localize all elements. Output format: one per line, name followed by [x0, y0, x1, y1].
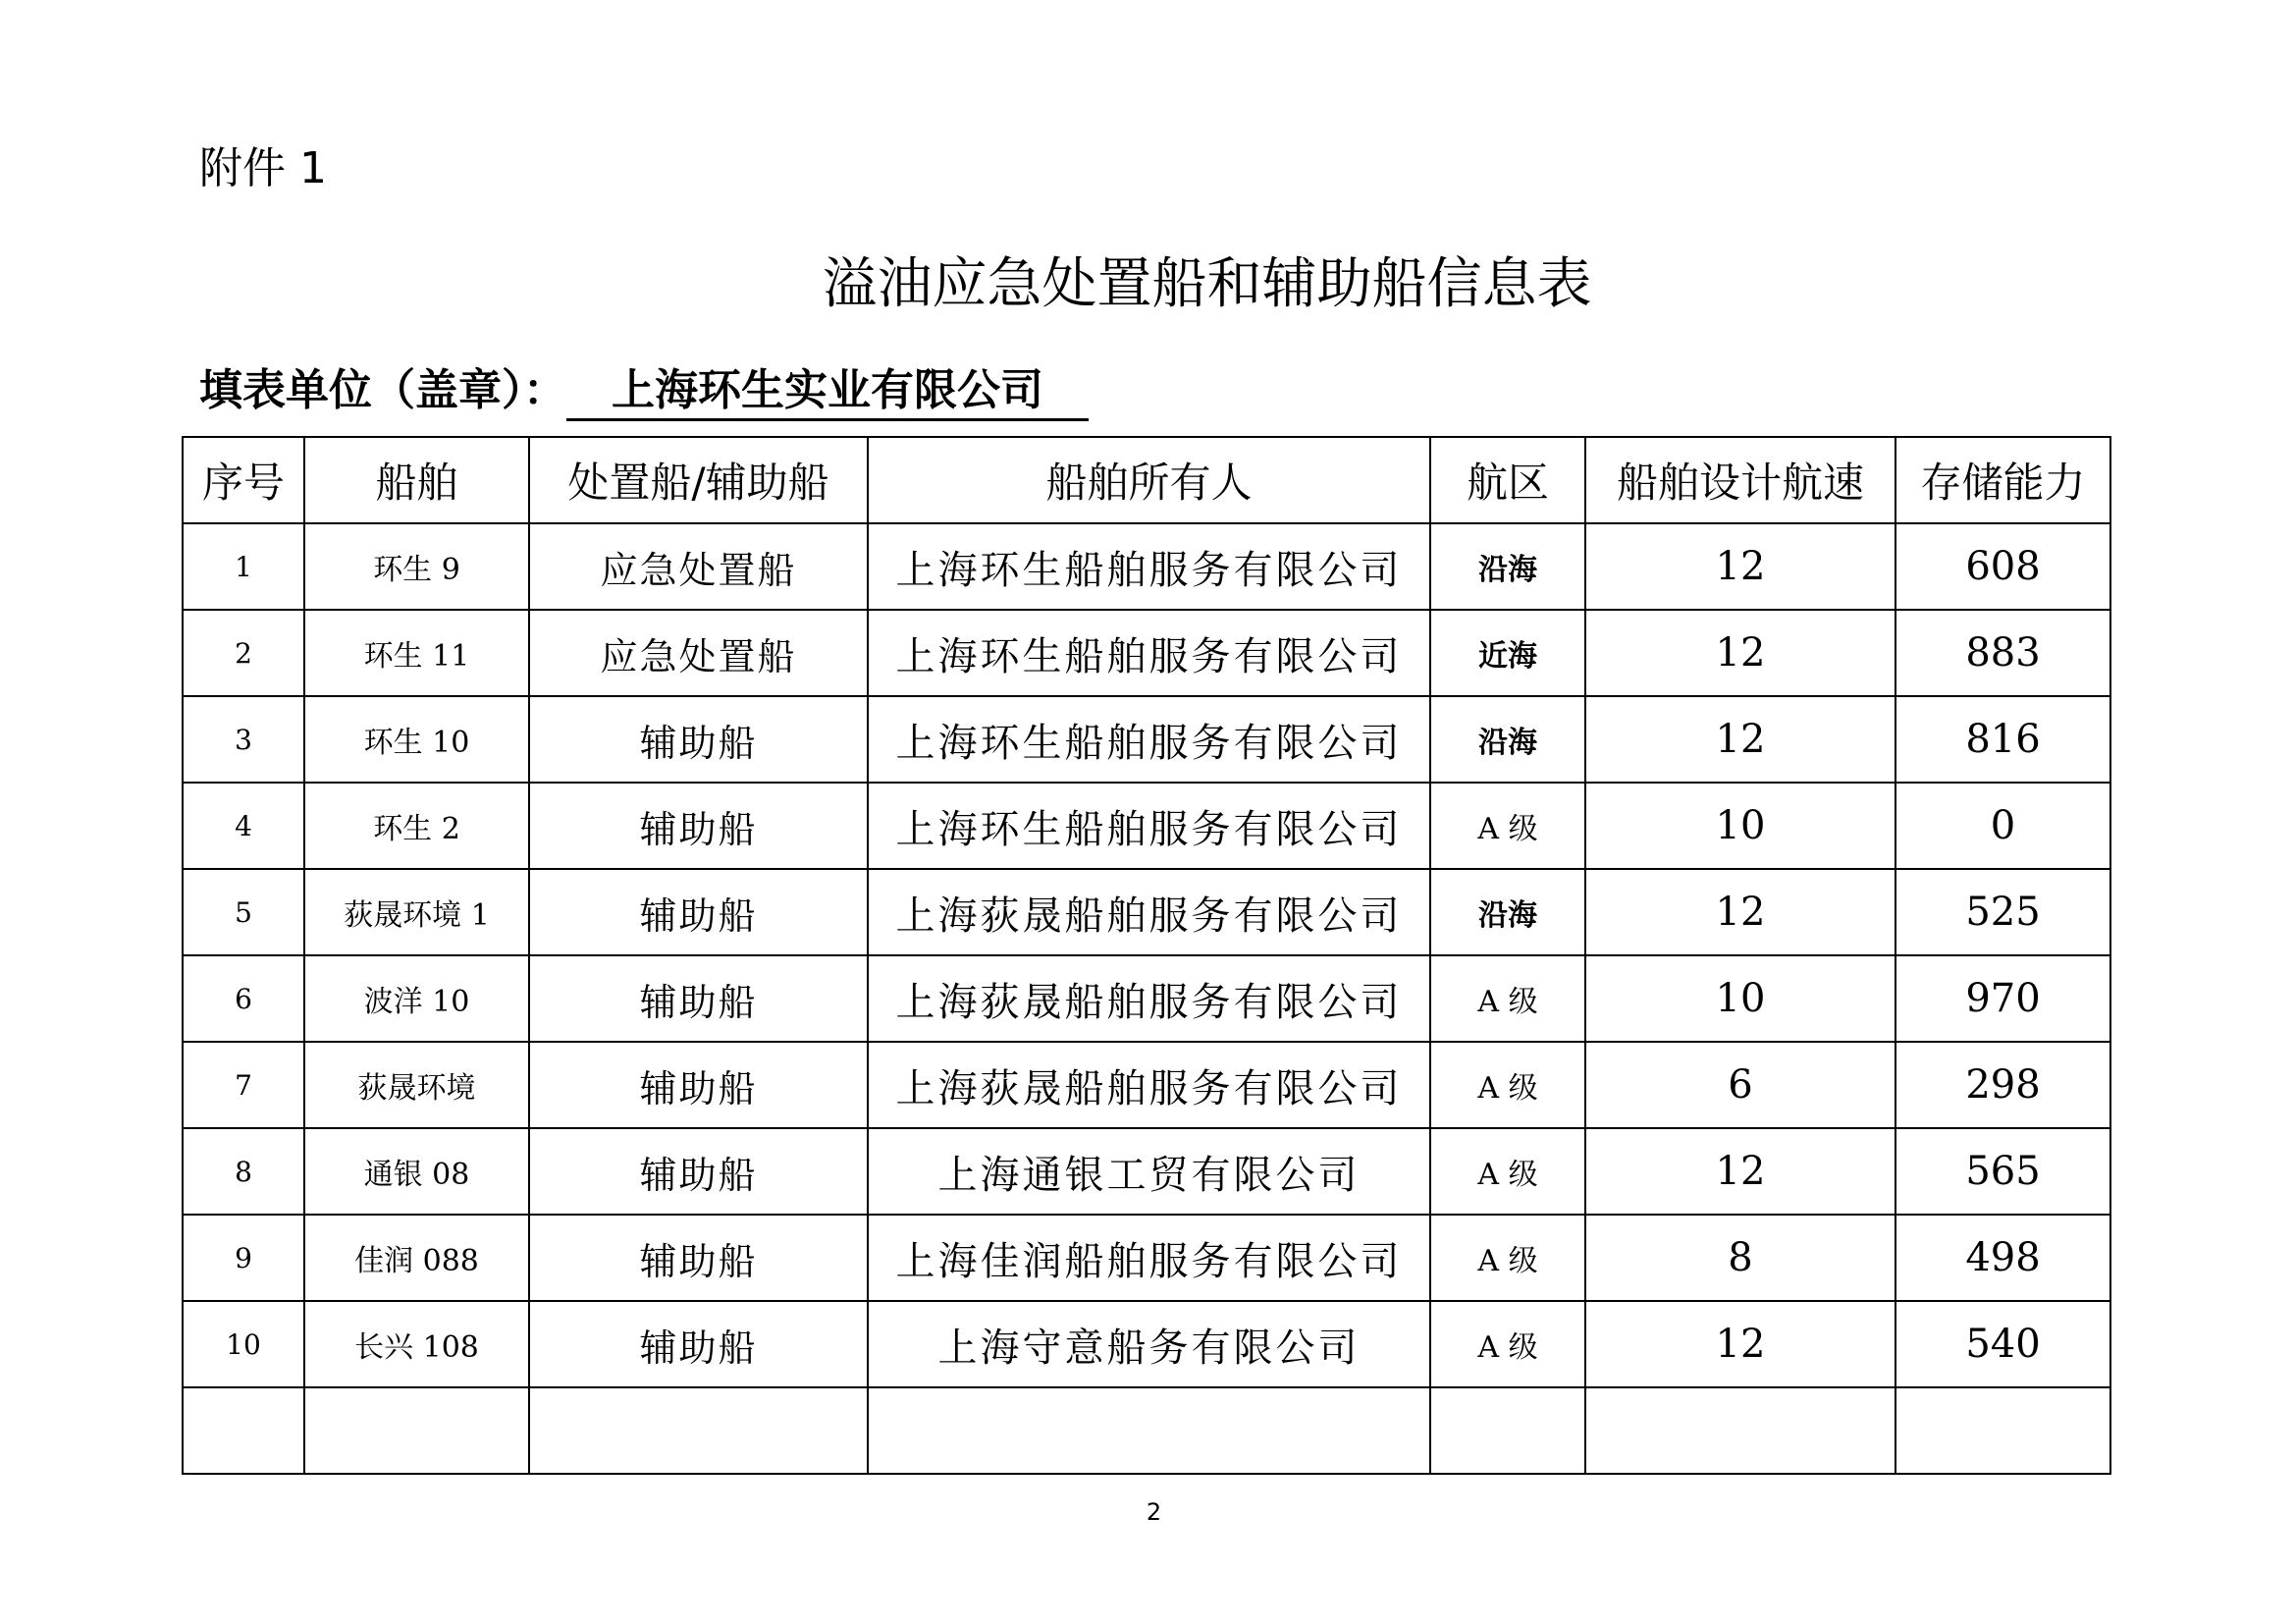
cell-speed: 12	[1585, 1301, 1896, 1387]
cell-speed: 12	[1585, 696, 1896, 783]
cell-owner: 上海荻晟船舶服务有限公司	[868, 955, 1430, 1042]
fill-unit-value: 上海环生实业有限公司	[566, 369, 1089, 421]
cell-storage: 883	[1896, 610, 2110, 696]
cell-area: 沿海	[1430, 696, 1585, 783]
cell-speed: 12	[1585, 869, 1896, 955]
cell-area: A 级	[1430, 1215, 1585, 1301]
table-row	[183, 869, 2110, 955]
cell-area: A 级	[1430, 1301, 1585, 1387]
header-owner: 船舶所有人	[868, 437, 1430, 523]
cell-storage: 816	[1896, 696, 2110, 783]
cell-type: 辅助船	[529, 1042, 868, 1128]
cell-empty	[304, 1387, 529, 1474]
cell-seq: 6	[183, 955, 304, 1042]
cell-storage: 608	[1896, 523, 2110, 610]
cell-seq: 3	[183, 696, 304, 783]
cell-seq: 1	[183, 523, 304, 610]
cell-empty	[868, 1387, 1430, 1474]
cell-area: 近海	[1430, 610, 1585, 696]
cell-empty	[1896, 1387, 2110, 1474]
cell-storage: 298	[1896, 1042, 2110, 1128]
cell-speed: 12	[1585, 1128, 1896, 1215]
cell-ship: 环生 10	[304, 696, 529, 783]
header-type: 处置船/辅助船	[529, 437, 868, 523]
table-row	[183, 610, 2110, 696]
fill-unit-label: 填表单位（盖章）：	[199, 365, 566, 415]
cell-area: A 级	[1430, 1042, 1585, 1128]
cell-area: 沿海	[1430, 523, 1585, 610]
cell-area: A 级	[1430, 955, 1585, 1042]
cell-owner: 上海环生船舶服务有限公司	[868, 523, 1430, 610]
cell-ship: 长兴 108	[304, 1301, 529, 1387]
cell-ship: 波洋 10	[304, 955, 529, 1042]
cell-ship: 荻晟环境	[304, 1042, 529, 1128]
table-row	[183, 1042, 2110, 1128]
cell-seq: 2	[183, 610, 304, 696]
cell-storage: 0	[1896, 783, 2110, 869]
cell-empty	[183, 1387, 304, 1474]
cell-storage: 525	[1896, 869, 2110, 955]
table-header-row	[183, 437, 2110, 523]
cell-seq: 4	[183, 783, 304, 869]
cell-owner: 上海佳润船舶服务有限公司	[868, 1215, 1430, 1301]
cell-empty	[1430, 1387, 1585, 1474]
cell-area: 沿海	[1430, 869, 1585, 955]
cell-owner: 上海守意船务有限公司	[868, 1301, 1430, 1387]
cell-speed: 6	[1585, 1042, 1896, 1128]
cell-speed: 8	[1585, 1215, 1896, 1301]
cell-owner: 上海荻晟船舶服务有限公司	[868, 1042, 1430, 1128]
cell-storage: 970	[1896, 955, 2110, 1042]
cell-area: A 级	[1430, 1128, 1585, 1215]
cell-owner: 上海环生船舶服务有限公司	[868, 610, 1430, 696]
cell-empty	[1585, 1387, 1896, 1474]
cell-speed: 12	[1585, 610, 1896, 696]
table-row	[183, 1128, 2110, 1215]
cell-type: 辅助船	[529, 1215, 868, 1301]
header-ship: 船舶	[304, 437, 529, 523]
cell-owner: 上海荻晟船舶服务有限公司	[868, 869, 1430, 955]
cell-ship: 荻晟环境 1	[304, 869, 529, 955]
cell-area: A 级	[1430, 783, 1585, 869]
table-row-empty	[183, 1387, 2110, 1474]
cell-type: 辅助船	[529, 783, 868, 869]
cell-type: 辅助船	[529, 1128, 868, 1215]
table-row	[183, 696, 2110, 783]
cell-empty	[529, 1387, 868, 1474]
table-row	[183, 783, 2110, 869]
page-number: 2	[1146, 1498, 1162, 1526]
table-row	[183, 1215, 2110, 1301]
cell-storage: 565	[1896, 1128, 2110, 1215]
cell-type: 辅助船	[529, 1301, 868, 1387]
cell-seq: 9	[183, 1215, 304, 1301]
header-seq: 序号	[183, 437, 304, 523]
table-row	[183, 523, 2110, 610]
cell-owner: 上海通银工贸有限公司	[868, 1128, 1430, 1215]
cell-type: 应急处置船	[529, 523, 868, 610]
cell-storage: 498	[1896, 1215, 2110, 1301]
cell-storage: 540	[1896, 1301, 2110, 1387]
header-storage: 存储能力	[1896, 437, 2110, 523]
attachment-label: 附件 1	[199, 143, 327, 193]
cell-seq: 7	[183, 1042, 304, 1128]
cell-ship: 环生 9	[304, 523, 529, 610]
cell-type: 辅助船	[529, 955, 868, 1042]
page-title: 溢油应急处置船和辅助船信息表	[822, 252, 1592, 316]
table-row	[183, 1301, 2110, 1387]
cell-owner: 上海环生船舶服务有限公司	[868, 783, 1430, 869]
fill-unit	[199, 365, 1089, 421]
cell-type: 应急处置船	[529, 610, 868, 696]
cell-seq: 8	[183, 1128, 304, 1215]
cell-type: 辅助船	[529, 869, 868, 955]
cell-type: 辅助船	[529, 696, 868, 783]
cell-owner: 上海环生船舶服务有限公司	[868, 696, 1430, 783]
cell-seq: 10	[183, 1301, 304, 1387]
cell-ship: 通银 08	[304, 1128, 529, 1215]
cell-speed: 12	[1585, 523, 1896, 610]
header-area: 航区	[1430, 437, 1585, 523]
cell-speed: 10	[1585, 955, 1896, 1042]
cell-ship: 环生 11	[304, 610, 529, 696]
cell-ship: 环生 2	[304, 783, 529, 869]
cell-seq: 5	[183, 869, 304, 955]
cell-speed: 10	[1585, 783, 1896, 869]
table-row	[183, 955, 2110, 1042]
vessel-info-table	[182, 436, 2111, 1475]
header-speed: 船舶设计航速	[1585, 437, 1896, 523]
cell-ship: 佳润 088	[304, 1215, 529, 1301]
